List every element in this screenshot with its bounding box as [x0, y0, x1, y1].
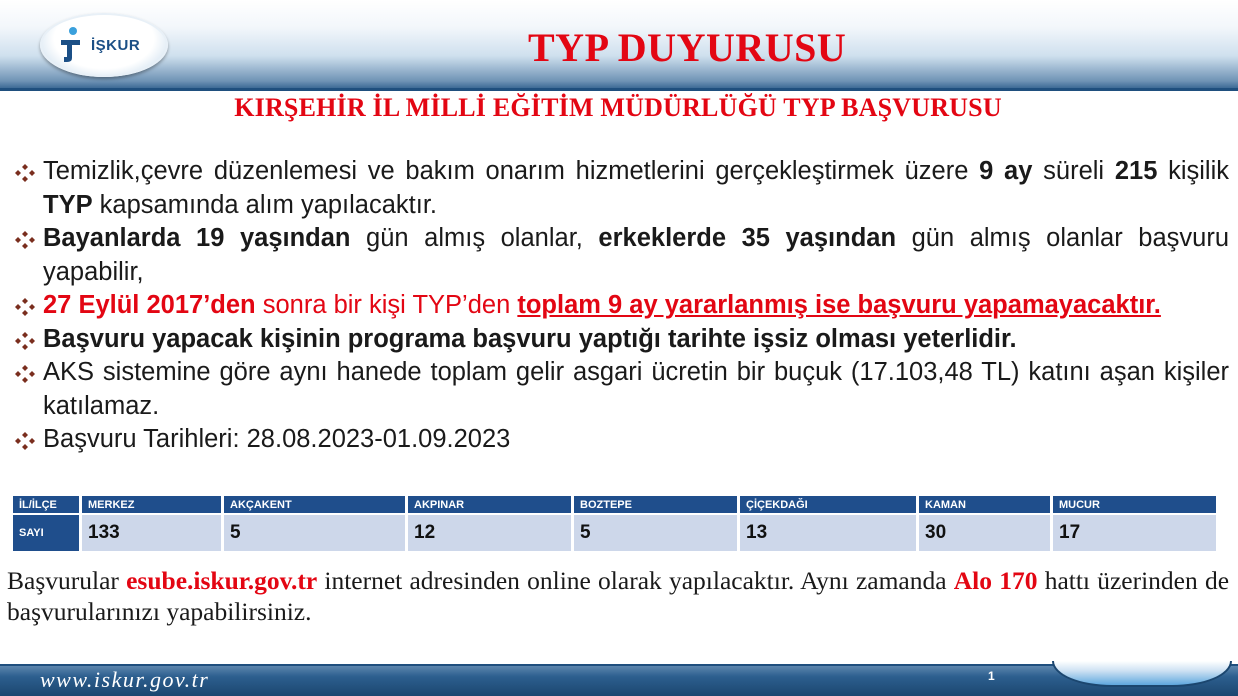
- announcement-bullets: [13, 155, 1229, 457]
- bullet-bold: Başvuru yapacak kişinin programa başvuru yaptığı tarihte işsiz olması yeterlidir.: [43, 324, 1017, 353]
- bullet-text: kapsamında alım yapılacaktır.: [92, 190, 438, 219]
- diamond-bullet-icon: [13, 163, 37, 183]
- quota-table: [13, 496, 1216, 551]
- bullet-bold-red: 27 Eylül 2017’den: [43, 291, 256, 319]
- table-cell: 133: [81, 514, 223, 551]
- hotline-number: Alo 170: [953, 566, 1038, 595]
- diamond-bullet-icon: [13, 431, 37, 451]
- paragraph-text: internet adresinden online olarak yapılacaktır. Aynı zamanda: [317, 566, 954, 595]
- table-header-cell: MERKEZ: [81, 496, 223, 514]
- table-header-row: [13, 496, 1216, 514]
- table-header-cell: AKÇAKENT: [223, 496, 407, 514]
- table-cell: 5: [573, 514, 739, 551]
- footer-website[interactable]: www.iskur.gov.tr: [40, 667, 210, 692]
- bullet-bold: erkeklerde 35 yaşından: [598, 224, 897, 252]
- table-header-cell: MUCUR: [1052, 496, 1217, 514]
- bullet-text: süreli: [1032, 157, 1115, 185]
- table-header-cell: İL/İLÇE: [13, 496, 81, 514]
- table-header-cell: ÇİÇEKDAĞI: [739, 496, 918, 514]
- bullet-item: [13, 323, 1229, 357]
- bullet-text-red: sonra bir kişi TYP’den: [255, 291, 518, 319]
- bullet-item: [13, 289, 1229, 323]
- bullet-underlined-warning: toplam 9 ay yararlanmış ise başvuru yapamayacaktır.: [517, 291, 1161, 319]
- subtitle-text: KIRŞEHİR İL MİLLİ EĞİTİM MÜDÜRLÜĞÜ TYP BAŞVURUSU: [234, 93, 1002, 122]
- page-subtitle: [0, 93, 1238, 123]
- bullet-bold: 9 ay: [979, 157, 1033, 185]
- table-cell: 12: [407, 514, 573, 551]
- logo-text: İŞKUR: [91, 37, 141, 54]
- diamond-bullet-icon: [13, 364, 37, 384]
- page-number: 1: [988, 669, 995, 683]
- bullet-text: AKS sistemine göre aynı hanede toplam gelir asgari ücretin bir buçuk (17.103,48 TL) katını aşan kişiler katılamaz.: [43, 358, 1229, 420]
- diamond-bullet-icon: [13, 331, 37, 351]
- table-header-cell: AKPINAR: [407, 496, 573, 514]
- page-title: TYP DUYURUSU: [528, 25, 847, 70]
- bullet-item: [13, 423, 1229, 457]
- application-website-link[interactable]: esube.iskur.gov.tr: [126, 566, 318, 595]
- diamond-bullet-icon: [13, 230, 37, 250]
- application-info-paragraph: [7, 565, 1229, 627]
- bullet-bold: Bayanlarda 19 yaşından: [43, 224, 351, 252]
- table-header-cell: KAMAN: [918, 496, 1052, 514]
- table-cell: 5: [223, 514, 407, 551]
- paragraph-text: hattı üzerinden de başvurularınızı yapabilirsiniz.: [7, 566, 1230, 626]
- bullet-item: [13, 356, 1229, 423]
- table-cell: 17: [1052, 514, 1217, 551]
- header-divider: [0, 88, 1238, 91]
- bullet-bold: TYP: [43, 190, 93, 219]
- bullet-bold: 215: [1114, 157, 1158, 185]
- bullet-text: Temizlik,çevre düzenlemesi ve bakım onarım hizmetlerini gerçekleştirmek üzere: [43, 157, 980, 185]
- diamond-bullet-icon: [13, 297, 37, 317]
- bullet-text: gün almış olanlar,: [350, 224, 599, 252]
- table-cell: 30: [918, 514, 1052, 551]
- bullet-text: kişilik: [1157, 157, 1230, 185]
- bullet-item: [13, 222, 1229, 289]
- bullet-text: gün almış olanlar başvuru yapabilir,: [43, 224, 1229, 286]
- table-row: [13, 514, 1216, 551]
- table-header-cell: BOZTEPE: [573, 496, 739, 514]
- bullet-item: [13, 155, 1229, 222]
- table-row-label: SAYI: [13, 514, 81, 551]
- table-cell: 13: [739, 514, 918, 551]
- paragraph-text: Başvurular: [7, 566, 127, 595]
- bullet-text: Başvuru Tarihleri: 28.08.2023-01.09.2023: [43, 425, 511, 453]
